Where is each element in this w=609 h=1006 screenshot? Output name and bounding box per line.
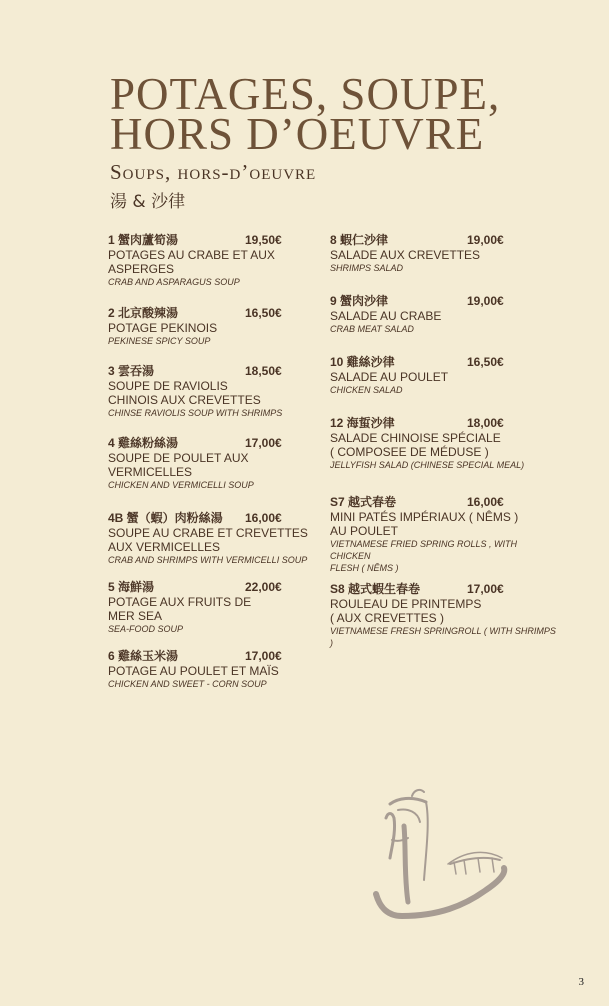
- item-name: 3 雲吞湯: [108, 364, 155, 378]
- item-name: 9 蟹肉沙律: [330, 294, 389, 308]
- item-english: CRAB AND SHRIMPS WITH VERMICELLI SOUP: [108, 555, 308, 565]
- item-english: SEA-FOOD SOUP: [108, 624, 184, 634]
- item-english: VIETNAMESE FRIED SPRING ROLLS , WITH CHICKEN FLESH ( NÊMS ): [330, 539, 518, 573]
- item-price: 19,00€: [467, 294, 504, 308]
- item-english: PEKINESE SPICY SOUP: [108, 336, 211, 346]
- menu-item: [108, 649, 314, 690]
- item-price: 19,50€: [245, 233, 282, 247]
- title-line-1: POTAGES, SOUPE,: [110, 69, 501, 119]
- item-english: CHICKEN AND VERMICELLI SOUP: [108, 480, 254, 490]
- item-french: MINI PATÉS IMPÉRIAUX ( NÊMS ) AU POULET: [330, 510, 519, 538]
- item-price: 17,00€: [467, 582, 504, 596]
- item-english: VIETNAMESE FRESH SPRINGROLL ( WITH SHRIMPS ): [330, 626, 556, 648]
- item-french: SOUPE DE RAVIOLIS CHINOIS AUX CREVETTES: [108, 379, 261, 407]
- menu-item: [330, 495, 560, 574]
- page-subtitle: Soups, hors-d’oeuvre: [110, 160, 317, 184]
- ink-brush-illustration: [368, 782, 538, 932]
- title-line-2: HORS D’OEUVRE: [110, 109, 485, 159]
- item-french: POTAGE AUX FRUITS DE MER SEA: [108, 595, 252, 623]
- menu-item: [108, 233, 314, 288]
- item-price: 16,50€: [245, 306, 282, 320]
- item-price: 16,50€: [467, 355, 504, 369]
- item-name: 10 雞絲沙律: [330, 355, 395, 369]
- page-title: [110, 69, 530, 159]
- item-price: 17,00€: [245, 436, 282, 450]
- item-name: 2 北京酸辣湯: [108, 306, 179, 320]
- item-price: 16,00€: [245, 511, 282, 525]
- menu-item: [108, 364, 314, 419]
- item-price: 17,00€: [245, 649, 282, 663]
- item-french: POTAGE PEKINOIS: [108, 321, 218, 335]
- item-name: S7 越式春卷: [330, 495, 397, 509]
- item-french: SALADE CHINOISE SPÉCIALE ( COMPOSEE DE MÉDUSE ): [330, 431, 501, 459]
- item-french: SALADE AU CRABE: [330, 309, 442, 323]
- item-name: 8 蝦仁沙律: [330, 233, 389, 247]
- item-name: 4B 蟹（蝦）肉粉絲湯: [108, 511, 223, 525]
- item-english: CRAB MEAT SALAD: [330, 324, 414, 334]
- item-french: SOUPE AU CRABE ET CREVETTES AUX VERMICELLES: [108, 526, 308, 554]
- menu-item: [108, 580, 314, 635]
- item-french: POTAGE AU POULET ET MAÏS: [108, 664, 279, 678]
- item-name: 4 雞絲粉絲湯: [108, 436, 179, 450]
- menu-item: [330, 233, 560, 274]
- item-english: CHICKEN AND SWEET - CORN SOUP: [108, 679, 267, 689]
- item-price: 19,00€: [467, 233, 504, 247]
- item-name: S8 越式蝦生春卷: [330, 582, 421, 596]
- item-name: 1 蟹肉蘆筍湯: [108, 233, 179, 247]
- menu-item: [108, 511, 314, 566]
- item-french: SOUPE DE POULET AUX VERMICELLES: [108, 451, 249, 479]
- item-price: 18,50€: [245, 364, 282, 378]
- item-price: 18,00€: [467, 416, 504, 430]
- item-name: 6 雞絲玉米湯: [108, 649, 179, 663]
- menu-item: [330, 416, 560, 471]
- item-english: CHICKEN SALAD: [330, 385, 403, 395]
- page-number: 3: [578, 976, 584, 988]
- menu-item: [108, 306, 314, 347]
- menu-item: [330, 355, 560, 396]
- page-subtitle-chinese: 湯 & 沙律: [110, 192, 186, 212]
- item-english: CRAB AND ASPARAGUS SOUP: [108, 277, 240, 287]
- item-price: 22,00€: [245, 580, 282, 594]
- menu-item: [330, 294, 560, 335]
- item-name: 5 海鮮湯: [108, 580, 155, 594]
- item-french: ROULEAU DE PRINTEMPS ( AUX CREVETTES ): [330, 597, 482, 625]
- item-name: 12 海蜇沙律: [330, 416, 395, 430]
- item-french: SALADE AU POULET: [330, 370, 449, 384]
- item-price: 16,00€: [467, 495, 504, 509]
- item-english: CHINSE RAVIOLIS SOUP WITH SHRIMPS: [108, 408, 283, 418]
- item-french: SALADE AUX CREVETTES: [330, 248, 481, 262]
- item-english: SHRIMPS SALAD: [330, 263, 404, 273]
- item-french: POTAGES AU CRABE ET AUX ASPERGES: [108, 248, 275, 276]
- item-english: JELLYFISH SALAD (CHINESE SPECIAL MEAL): [330, 460, 525, 470]
- menu-item: [330, 582, 560, 649]
- menu-item: [108, 436, 314, 491]
